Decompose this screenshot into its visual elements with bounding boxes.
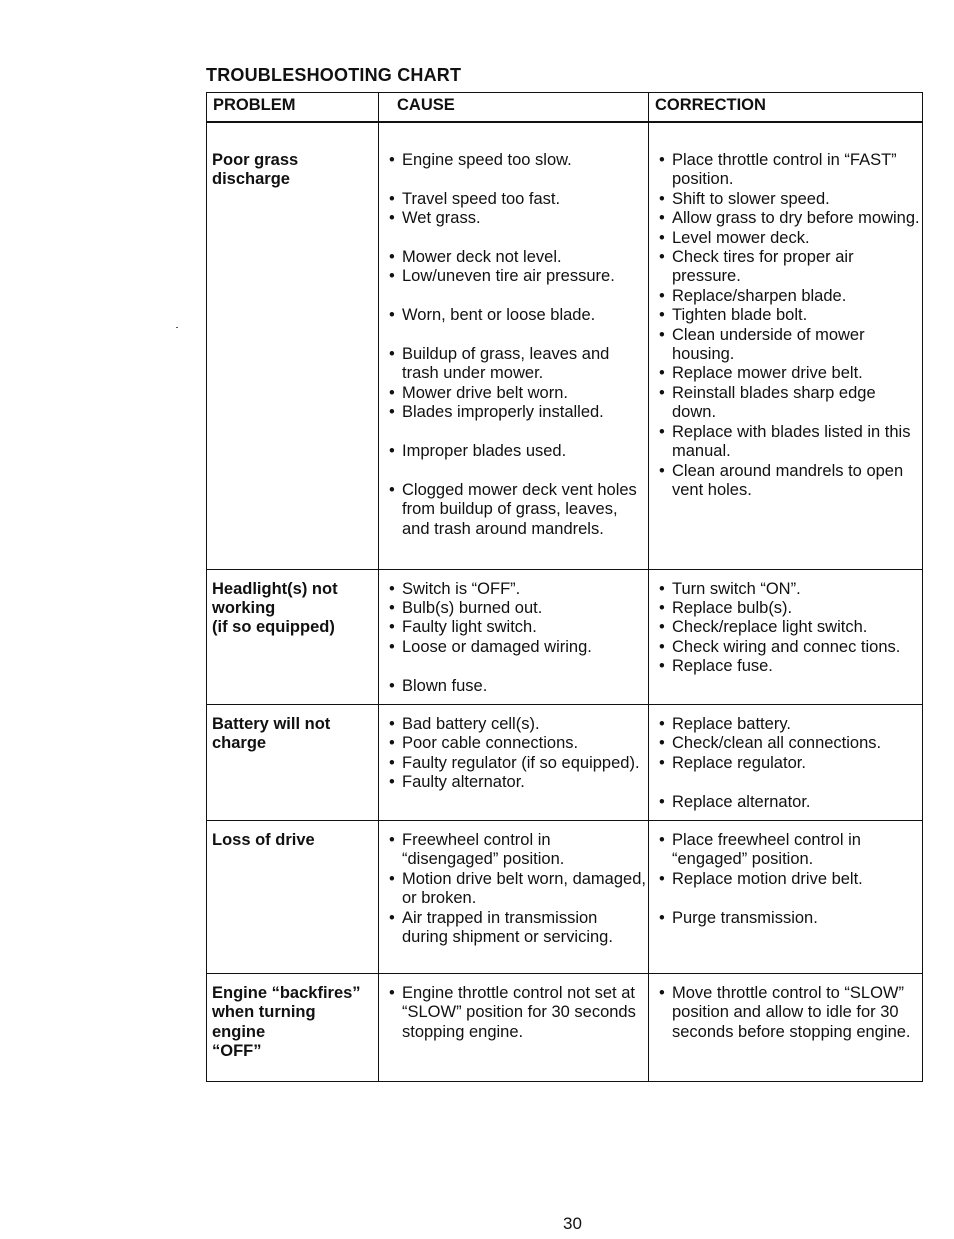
correction-item: • Check/replace light switch. — [649, 618, 922, 637]
cause-item: • Switch is “OFF”. — [379, 580, 648, 599]
cause-cell — [379, 122, 649, 569]
spacer — [379, 461, 648, 480]
cause-item: • Buildup of grass, leaves and trash under mower. — [379, 345, 648, 384]
cause-item: • Blades improperly installed. — [379, 403, 648, 422]
cause-cell — [379, 704, 649, 820]
correction-item: • Check wiring and connec tions. — [649, 638, 922, 657]
problem-cell — [207, 704, 379, 820]
correction-item: • Tighten blade bolt. — [649, 306, 922, 325]
cause-item: • Mower deck not level. — [379, 248, 648, 267]
correction-cell — [649, 569, 923, 704]
cause-item: • Improper blades used. — [379, 442, 648, 461]
spacer — [379, 657, 648, 676]
table-row — [207, 820, 923, 973]
cause-item: • Air trapped in transmission during shipment or servicing. — [379, 909, 648, 948]
correction-item: • Place freewheel control in “engaged” position. — [649, 831, 922, 870]
problem-cell — [207, 973, 379, 1081]
spacer — [379, 287, 648, 306]
problem-cell — [207, 122, 379, 569]
problem-text: Headlight(s) not working (if so equipped) — [212, 579, 338, 637]
header-cause: CAUSE — [379, 93, 649, 123]
spacer — [379, 170, 648, 189]
correction-item: • Shift to slower speed. — [649, 190, 922, 209]
cause-item: • Bad battery cell(s). — [379, 715, 648, 734]
page-number: 30 — [563, 1214, 582, 1233]
correction-item: • Replace battery. — [649, 715, 922, 734]
cause-item: • Faulty regulator (if so equipped). — [379, 754, 648, 773]
table-row — [207, 569, 923, 704]
table-body — [207, 122, 923, 1081]
problem-text: Poor grass discharge — [212, 151, 299, 189]
cause-item: • Engine speed too slow. — [379, 151, 648, 170]
cause-item: • Engine throttle control not set at “SLOW” position for 30 seconds stopping engine. — [379, 984, 648, 1042]
cause-item: • Poor cable connections. — [379, 734, 648, 753]
cause-item: • Travel speed too fast. — [379, 190, 648, 209]
correction-item: • Turn switch “ON”. — [649, 580, 922, 599]
cause-item: • Faulty light switch. — [379, 618, 648, 637]
correction-item: • Allow grass to dry before mowing. — [649, 209, 922, 228]
cause-item: • Faulty alternator. — [379, 773, 648, 792]
problem-cell — [207, 820, 379, 973]
correction-item: • Replace alternator. — [649, 793, 922, 812]
table-row — [207, 704, 923, 820]
cause-item: • Blown fuse. — [379, 677, 648, 696]
correction-cell — [649, 704, 923, 820]
cause-item: • Motion drive belt worn, damaged, or broken. — [379, 870, 648, 909]
correction-cell — [649, 820, 923, 973]
spacer — [379, 229, 648, 248]
page-title: TROUBLESHOOTING CHART — [206, 65, 462, 85]
spacer — [379, 326, 648, 345]
correction-item: • Check/clean all connections. — [649, 734, 922, 753]
problem-text: Engine “backfires” when turning engine “OFF” — [212, 983, 361, 1061]
cause-item: • Low/uneven tire air pressure. — [379, 267, 648, 286]
problem-text: Battery will not charge — [212, 714, 331, 753]
spacer — [649, 889, 922, 908]
table-row — [207, 973, 923, 1081]
stray-mark — [176, 327, 178, 328]
cause-item: • Freewheel control in “disengaged” position. — [379, 831, 648, 870]
cause-item: • Wet grass. — [379, 209, 648, 228]
problem-text: Loss of drive — [212, 830, 315, 849]
correction-cell — [649, 122, 923, 569]
cause-cell — [379, 820, 649, 973]
troubleshooting-table — [206, 92, 923, 1082]
table-row — [207, 122, 923, 569]
correction-item: • Reinstall blades sharp edge down. — [649, 384, 922, 423]
correction-item: • Clean underside of mower housing. — [649, 326, 922, 365]
correction-item: • Replace with blades listed in this manual. — [649, 423, 922, 462]
spacer — [649, 773, 922, 792]
header-problem: PROBLEM — [207, 93, 379, 123]
spacer — [379, 423, 648, 442]
correction-item: • Replace motion drive belt. — [649, 870, 922, 889]
correction-item: • Replace/sharpen blade. — [649, 287, 922, 306]
correction-item: • Move throttle control to “SLOW” position and allow to idle for 30 seconds before stopping engine. — [649, 984, 922, 1042]
cause-item: • Loose or damaged wiring. — [379, 638, 648, 657]
problem-cell — [207, 569, 379, 704]
cause-item: • Bulb(s) burned out. — [379, 599, 648, 618]
correction-cell — [649, 973, 923, 1081]
correction-item: • Level mower deck. — [649, 229, 922, 248]
header-correction: CORRECTION — [649, 93, 923, 123]
cause-cell — [379, 569, 649, 704]
correction-item: • Replace fuse. — [649, 657, 922, 676]
cause-item: • Mower drive belt worn. — [379, 384, 648, 403]
cause-item: • Clogged mower deck vent holes from buildup of grass, leaves, and trash around mandrels. — [379, 481, 648, 539]
cause-cell — [379, 973, 649, 1081]
table-header-row — [207, 93, 923, 123]
correction-item: • Check tires for proper air pressure. — [649, 248, 922, 287]
correction-item: • Purge transmission. — [649, 909, 922, 928]
cause-item: • Worn, bent or loose blade. — [379, 306, 648, 325]
correction-item: • Clean around mandrels to open vent holes. — [649, 462, 922, 501]
correction-item: • Replace bulb(s). — [649, 599, 922, 618]
correction-item: • Replace mower drive belt. — [649, 364, 922, 383]
correction-item: • Place throttle control in “FAST” position. — [649, 151, 922, 190]
correction-item: • Replace regulator. — [649, 754, 922, 773]
